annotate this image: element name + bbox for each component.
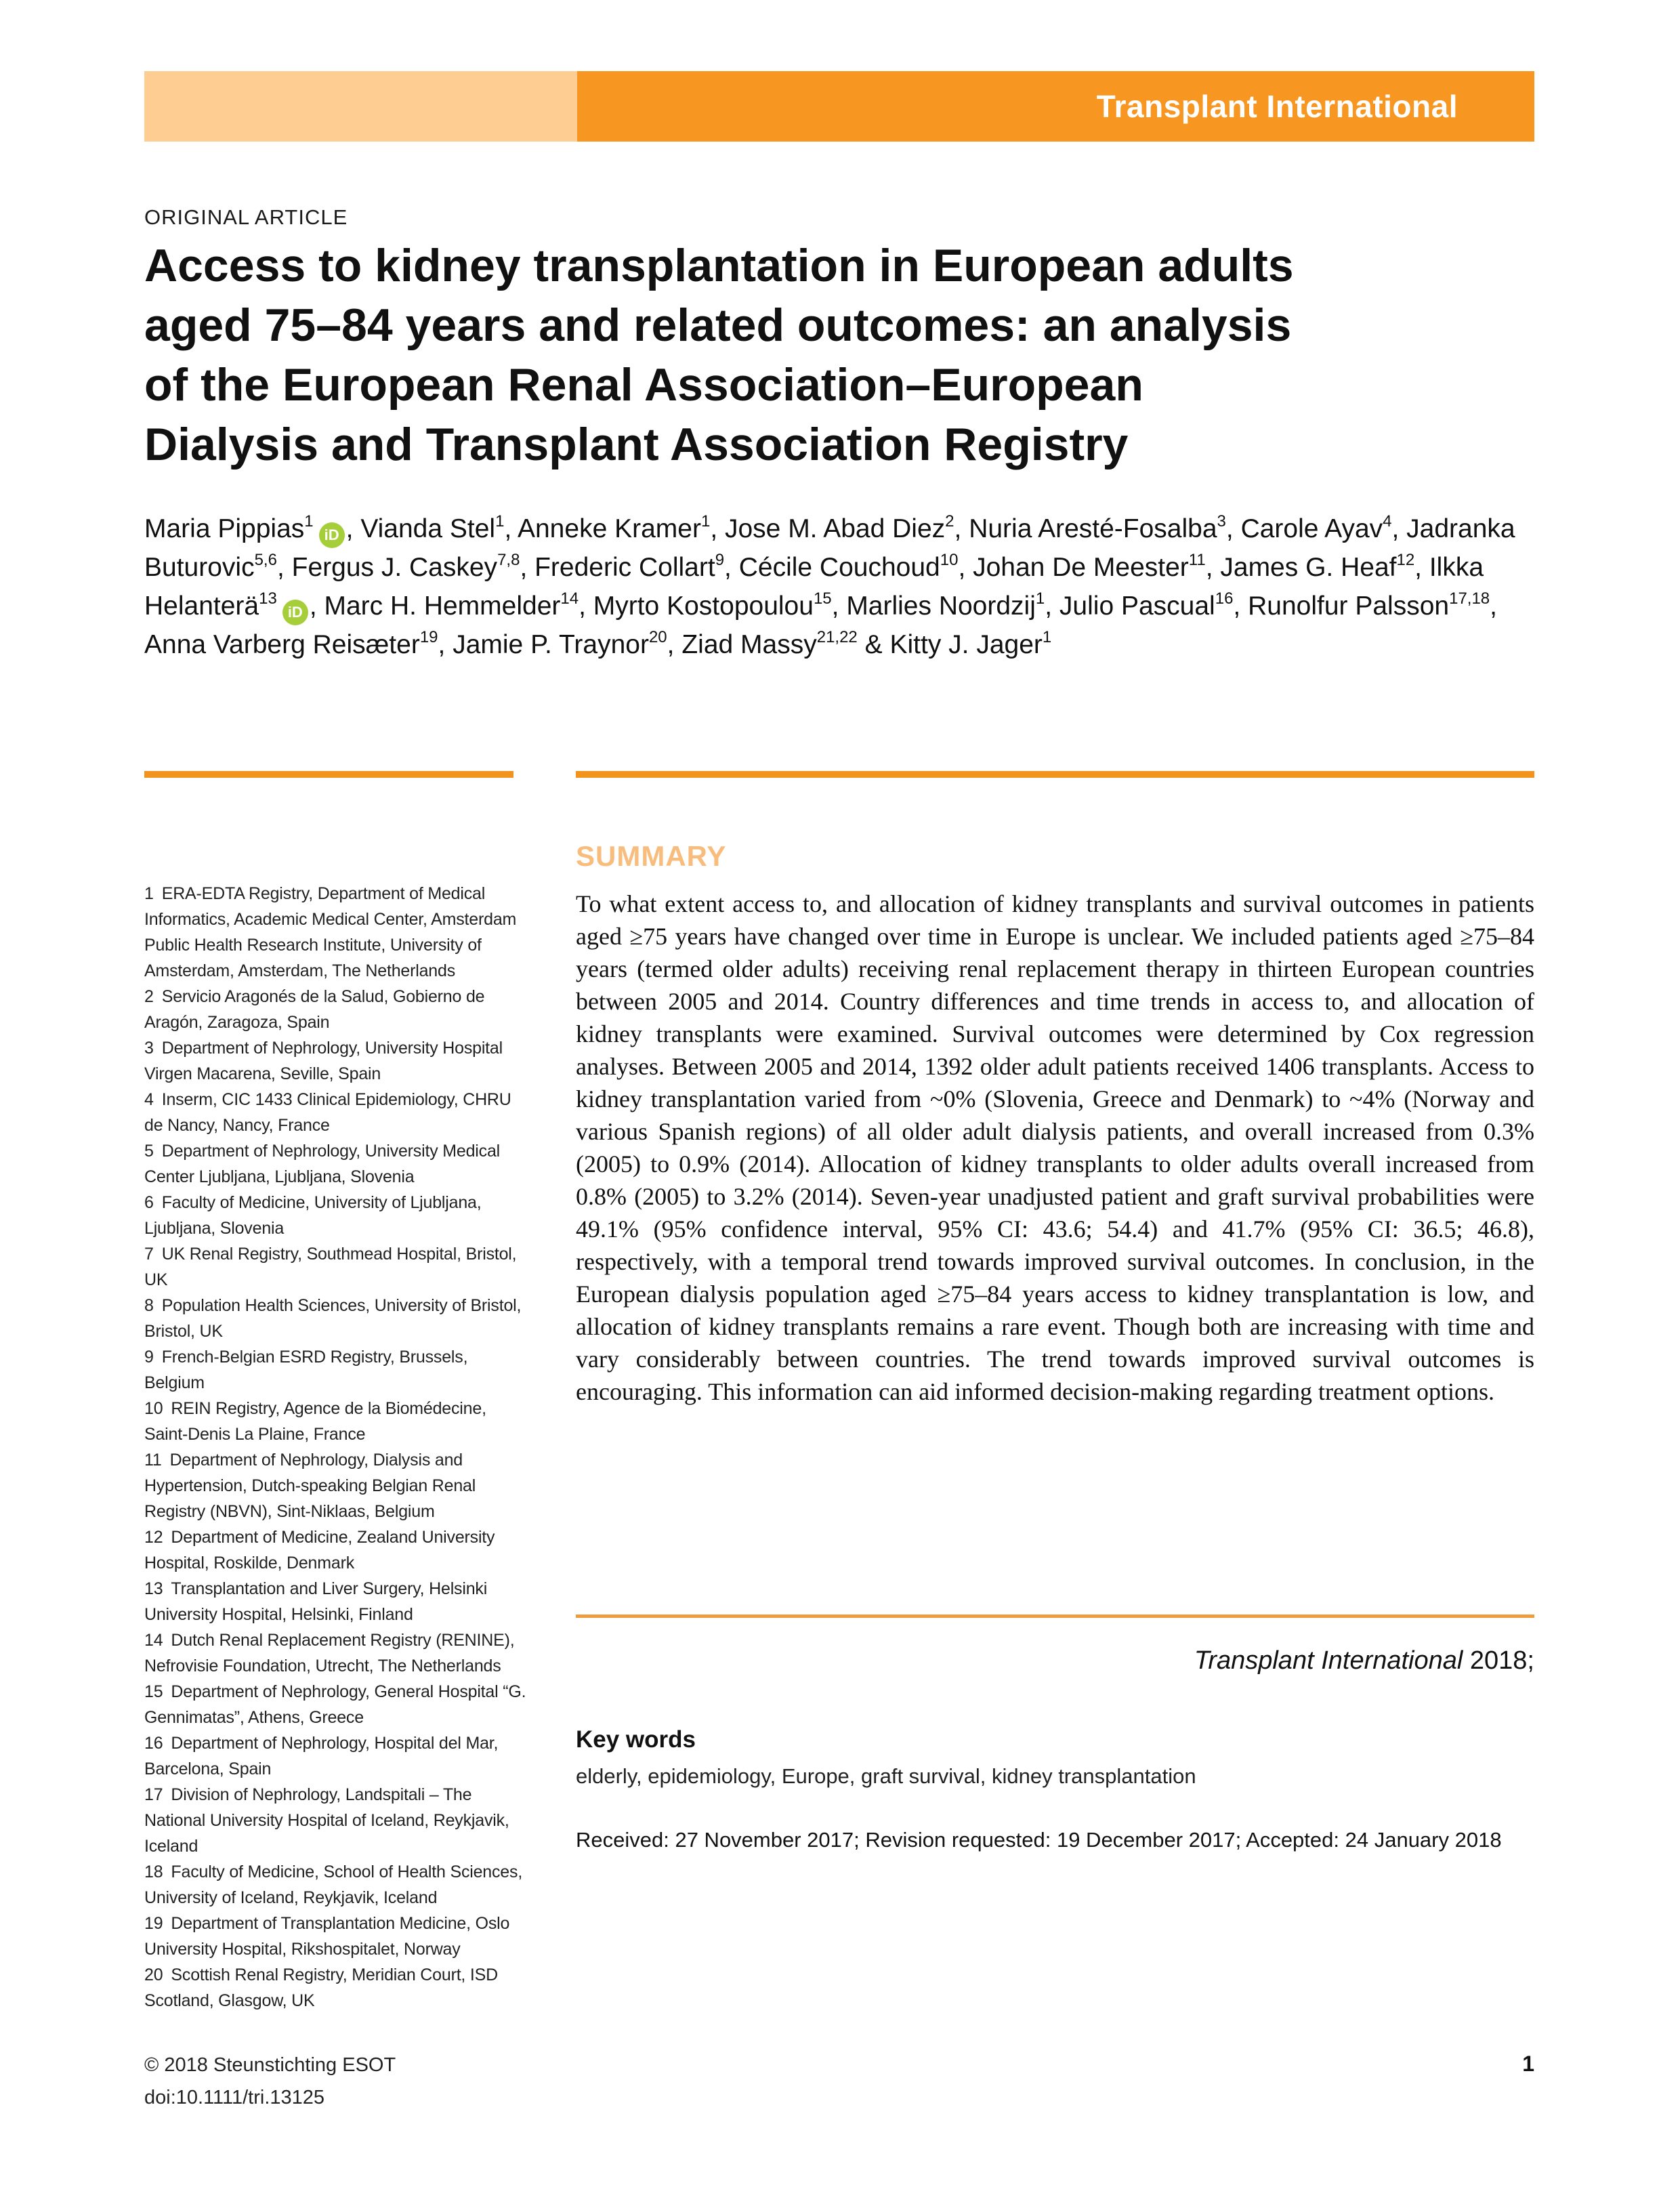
author: Fergus J. Caskey$^{7,8}$: [291, 551, 520, 582]
affiliation-item: 12 Department of Medicine, Zealand University Hospital, Roskilde, Denmark: [144, 1528, 495, 1572]
citation-year: 2018;: [1463, 1646, 1534, 1675]
author: Johan De Meester$^{11}$: [973, 551, 1206, 582]
affiliation-number: 9: [144, 1348, 154, 1367]
author-affiliation-superscript: 15: [813, 589, 832, 608]
author-affiliation-superscript: 9: [715, 551, 725, 569]
affiliation-item: 4 Inserm, CIC 1433 Clinical Epidemiology, CHRU de Nancy, Nancy, France: [144, 1090, 511, 1135]
author-affiliation-superscript: 4: [1383, 512, 1392, 530]
author-affiliation-superscript: 21,22: [816, 628, 858, 646]
author-affiliation-superscript: 1: [700, 512, 711, 530]
affiliation-item: 17 Division of Nephrology, Landspitali – The National University Hospital of Iceland, Reykjavik, Iceland: [144, 1785, 509, 1856]
affiliation-list: [144, 881, 529, 2014]
author: Runolfur Palsson$^{17,18}$: [1248, 589, 1490, 621]
author: Vianda Stel$^1$: [360, 512, 505, 543]
orcid-icon[interactable]: iD: [319, 522, 345, 548]
affiliation-item: 20 Scottish Renal Registry, Meridian Court, ISD Scotland, Glasgow, UK: [144, 1965, 499, 2010]
author-affiliation-superscript: 7,8: [497, 551, 520, 569]
affiliation-number: 16: [144, 1734, 163, 1753]
author-affiliation-superscript: 5,6: [254, 551, 277, 569]
author: Jamie P. Traynor$^{20}$: [453, 628, 667, 659]
affiliation-number: 5: [144, 1142, 154, 1161]
article-title: [144, 236, 1540, 474]
affiliation-item: 8 Population Health Sciences, University of Bristol, Bristol, UK: [144, 1296, 522, 1341]
affiliation-number: 6: [144, 1193, 154, 1212]
affiliation-item: 10 REIN Registry, Agence de la Biomédecine, Saint-Denis La Plaine, France: [144, 1399, 486, 1444]
article-title-line: Access to kidney transplantation in European adults: [144, 240, 1294, 291]
citation-divider: [576, 1615, 1534, 1618]
author: Carole Ayav$^4$: [1240, 512, 1392, 543]
right-column-rule: [576, 771, 1534, 778]
affiliation-number: 1: [144, 884, 154, 903]
affiliation-number: 18: [144, 1862, 163, 1881]
author-list: Maria Pippias$^1$iD , Vianda Stel$^1$, Anneke Kramer$^1$, Jose M. Abad Diez$^2$, Nuria Aresté-Fosalba$^3$, Carole Ayav$^4$, Jadranka Buturovic$^{5,6}$, Fergus J. Caskey$^{7,8}$, Frederic Collart$^9$, Cécile Couchoud$^{10}$, Johan De Meester$^{11}$, James G. Heaf$^{12}$, Ilkka Helanterä$^{13}$iD , Marc H. Hemmelder$^{14}$, Myrto Kostopoulou$^{15}$, Marlies Noordzij$^1$, Julio Pascual$^{16}$, Runolfur Palsson$^{17,18}$, Anna Varberg Reisæter$^{19}$, Jamie P. Traynor$^{20}$, Ziad Massy$^{21,22}$ & Kitty J. Jager$^1$: [144, 512, 1515, 659]
affiliation-item: 2 Servicio Aragonés de la Salud, Gobierno de Aragón, Zaragoza, Spain: [144, 987, 485, 1032]
affiliation-number: 17: [144, 1785, 163, 1804]
author: Anna Varberg Reisæter$^{19}$: [144, 628, 438, 659]
author-affiliation-superscript: 10: [940, 551, 959, 569]
affiliation-number: 12: [144, 1528, 163, 1547]
affiliation-item: 6 Faculty of Medicine, University of Ljubljana, Ljubljana, Slovenia: [144, 1193, 482, 1238]
author-affiliation-superscript: 13: [259, 589, 277, 608]
author: Cécile Couchoud$^{10}$: [738, 551, 959, 582]
affiliation-item: 13 Transplantation and Liver Surgery, Helsinki University Hospital, Helsinki, Finland: [144, 1579, 488, 1624]
author: Marlies Noordzij$^1$: [846, 589, 1045, 621]
affiliation-item: 11 Department of Nephrology, Dialysis and Hypertension, Dutch-speaking Belgian Renal Registry (NBVN), Sint-Niklaas, Belgium: [144, 1451, 476, 1521]
keywords-text: elderly, epidemiology, Europe, graft survival, kidney transplantation: [576, 1764, 1196, 1788]
author-affiliation-superscript: 1: [1042, 628, 1052, 646]
affiliation-item: 1 ERA-EDTA Registry, Department of Medical Informatics, Academic Medical Center, Amsterdam Public Health Research Institute, University of Amsterdam, Amsterdam, The Netherlands: [144, 884, 517, 980]
author-affiliation-superscript: 14: [560, 589, 579, 608]
article-type-label: ORIGINAL ARTICLE: [144, 205, 348, 229]
article-history-line: Received: 27 November 2017; Revision requested: 19 December 2017; Accepted: 24 January 2018: [576, 1828, 1502, 1852]
keywords-heading: Key words: [576, 1726, 696, 1753]
summary-heading: SUMMARY: [576, 840, 727, 872]
author: Kitty J. Jager$^1$: [889, 628, 1052, 659]
author-affiliation-superscript: 2: [945, 512, 954, 530]
author: Myrto Kostopoulou$^{15}$: [593, 589, 832, 621]
affiliation-item: 15 Department of Nephrology, General Hospital “G. Gennimatas”, Athens, Greece: [144, 1682, 526, 1727]
author-affiliation-superscript: 3: [1217, 512, 1226, 530]
affiliation-item: 9 French-Belgian ESRD Registry, Brussels, Belgium: [144, 1348, 468, 1392]
affiliation-number: 10: [144, 1399, 163, 1418]
author-affiliation-superscript: 1: [304, 512, 314, 530]
affiliation-number: 13: [144, 1579, 163, 1598]
author-affiliation-superscript: 16: [1215, 589, 1234, 608]
author: Ziad Massy$^{21,22}$: [681, 628, 858, 659]
author: Marc H. Hemmelder$^{14}$: [324, 589, 579, 621]
affiliation-number: 4: [144, 1090, 154, 1109]
summary-body: To what extent access to, and allocation of kidney transplants and survival outcomes in patients aged ≥75 years have changed over time in Europe is unclear. We included patients aged ≥75–84 years (termed older adults) receiving renal replacement therapy in thirteen European countries between 2005 and 2014. Country differences and time trends in access to, and allocation of kidney transplants were examined. Survival outcomes were determined by Cox regression analyses. Between 2005 and 2014, 1392 older adult patients received 1406 transplants. Access to kidney transplantation varied from ~0% (Slovenia, Greece and Denmark) to ~4% (Norway and various Spanish regions) of all older adult dialysis patients, and overall increased from 0.3% (2005) to 0.9% (2014). Allocation of kidney transplants to older adults overall increased from 0.8% (2005) to 3.2% (2014). Seven-year unadjusted patient and graft survival probabilities were 49.1% (95% confidence interval, 95% CI: 43.6; 54.4) and 41.7% (95% CI: 36.5; 46.8), respectively, with a temporal trend towards improved survival outcomes. In conclusion, in the European dialysis population aged ≥75–84 years access to kidney transplantation is low, and allocation of kidney transplants remains a rare event. Though both are increasing with time and vary considerably between countries. The trend towards improved survival outcomes is encouraging. This information can aid informed decision-making regarding treatment options.: [576, 890, 1534, 1405]
author: Maria Pippias$^1$iD: [144, 514, 346, 543]
author: Julio Pascual$^{16}$: [1059, 589, 1234, 621]
author-affiliation-superscript: 19: [419, 628, 438, 646]
affiliation-number: 19: [144, 1914, 163, 1933]
author-affiliation-superscript: 17,18: [1449, 589, 1490, 608]
article-title-line: Dialysis and Transplant Association Registry: [144, 419, 1129, 470]
affiliation-number: 20: [144, 1965, 163, 1984]
banner-accent-block: [144, 71, 577, 142]
affiliation-number: 3: [144, 1039, 154, 1058]
affiliation-item: 5 Department of Nephrology, University Medical Center Ljubljana, Ljubljana, Slovenia: [144, 1142, 500, 1186]
journal-banner: [144, 71, 1534, 142]
affiliation-item: 18 Faculty of Medicine, School of Health Sciences, University of Iceland, Reykjavik, Iceland: [144, 1862, 523, 1907]
author-affiliation-superscript: 20: [648, 628, 667, 646]
author: Anneke Kramer$^1$: [517, 512, 711, 543]
left-column-rule: [144, 771, 513, 778]
citation-line: [576, 1646, 1534, 1675]
affiliation-number: 14: [144, 1631, 163, 1650]
author: Jose M. Abad Diez$^2$: [724, 512, 954, 543]
affiliation-item: 7 UK Renal Registry, Southmead Hospital, Bristol, UK: [144, 1245, 517, 1289]
affiliation-item: 3 Department of Nephrology, University Hospital Virgen Macarena, Seville, Spain: [144, 1039, 503, 1083]
journal-name: Transplant International: [1096, 89, 1458, 124]
article-title-line: of the European Renal Association–European: [144, 359, 1143, 411]
affiliation-number: 15: [144, 1682, 163, 1701]
affiliation-item: 14 Dutch Renal Replacement Registry (RENINE), Nefrovisie Foundation, Utrecht, The Netherlands: [144, 1631, 515, 1675]
author: Jadranka Buturovic$^{5,6}$: [144, 514, 1515, 582]
affiliation-number: 2: [144, 987, 154, 1006]
affiliation-item: 19 Department of Transplantation Medicine, Oslo University Hospital, Rikshospitalet, Norway: [144, 1914, 510, 1959]
affiliation-item: 16 Department of Nephrology, Hospital del Mar, Barcelona, Spain: [144, 1734, 499, 1778]
author: Frederic Collart$^9$: [534, 551, 725, 582]
affiliation-number: 11: [144, 1451, 162, 1470]
author-affiliation-superscript: 11: [1188, 551, 1206, 569]
author-affiliation-superscript: 1: [1035, 589, 1045, 608]
author-affiliation-superscript: 12: [1396, 551, 1415, 569]
affiliation-number: 7: [144, 1245, 154, 1264]
footer-doi: doi:10.1111/tri.13125: [144, 2087, 325, 2108]
author: James G. Heaf$^{12}$: [1220, 551, 1415, 582]
citation-journal-name: Transplant International: [1194, 1646, 1463, 1675]
author-affiliation-superscript: 1: [495, 512, 505, 530]
article-title-line: aged 75–84 years and related outcomes: an analysis: [144, 299, 1292, 351]
orcid-icon[interactable]: iD: [282, 600, 308, 625]
page-number: 1: [1522, 2051, 1534, 2076]
footer-copyright: © 2018 Steunstichting ESOT: [144, 2054, 396, 2076]
author: Ilkka Helanterä$^{13}$iD: [144, 553, 1484, 621]
affiliation-number: 8: [144, 1296, 154, 1315]
author: Nuria Aresté-Fosalba$^3$: [969, 512, 1226, 543]
